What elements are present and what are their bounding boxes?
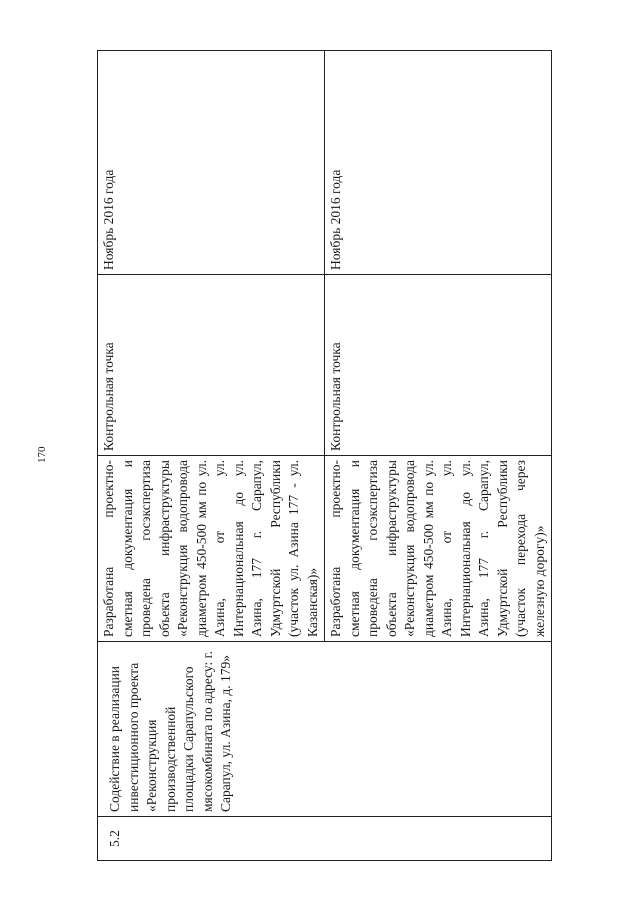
page-number: 170 <box>36 446 48 463</box>
deadline-cell: Ноябрь 2016 года <box>325 51 552 275</box>
event-description-cell: Разработана проектно-сметная документация и проведена госэкспертиза объекта инфраструктуры «Реконструкция водопровода диаметром 450-500 мм по ул. Азина, от ул. Интернациональная до ул. Азина, 177 г. Сарапул, Удмуртской Республики (участок ул. Азина 177 - ул. Казанская)» <box>98 456 325 642</box>
table-row <box>98 51 325 861</box>
row-number-cell: 5.2 <box>98 817 552 861</box>
event-type-cell: Контрольная точка <box>98 275 325 456</box>
deadline-cell: Ноябрь 2016 года <box>98 51 325 275</box>
plan-table <box>97 50 552 861</box>
task-cell: Содействие в реализации инвестиционного проекта «Реконструкция производственной площадки Сарапульского мясокомбината по адресу: г. Сарапул, ул. Азина, д. 179» <box>98 642 552 817</box>
event-description-cell: Разработана проектно-сметная документация и проведена госэкспертиза объекта инфраструктуры «Реконструкция водопровода диаметром 450-500 мм по ул. Азина, от ул. Интернациональная до ул. Азина, 177 г. Сарапул, Удмуртской Республики (участок перехода через железную дорогу)» <box>325 456 552 642</box>
event-type-cell: Контрольная точка <box>325 275 552 456</box>
